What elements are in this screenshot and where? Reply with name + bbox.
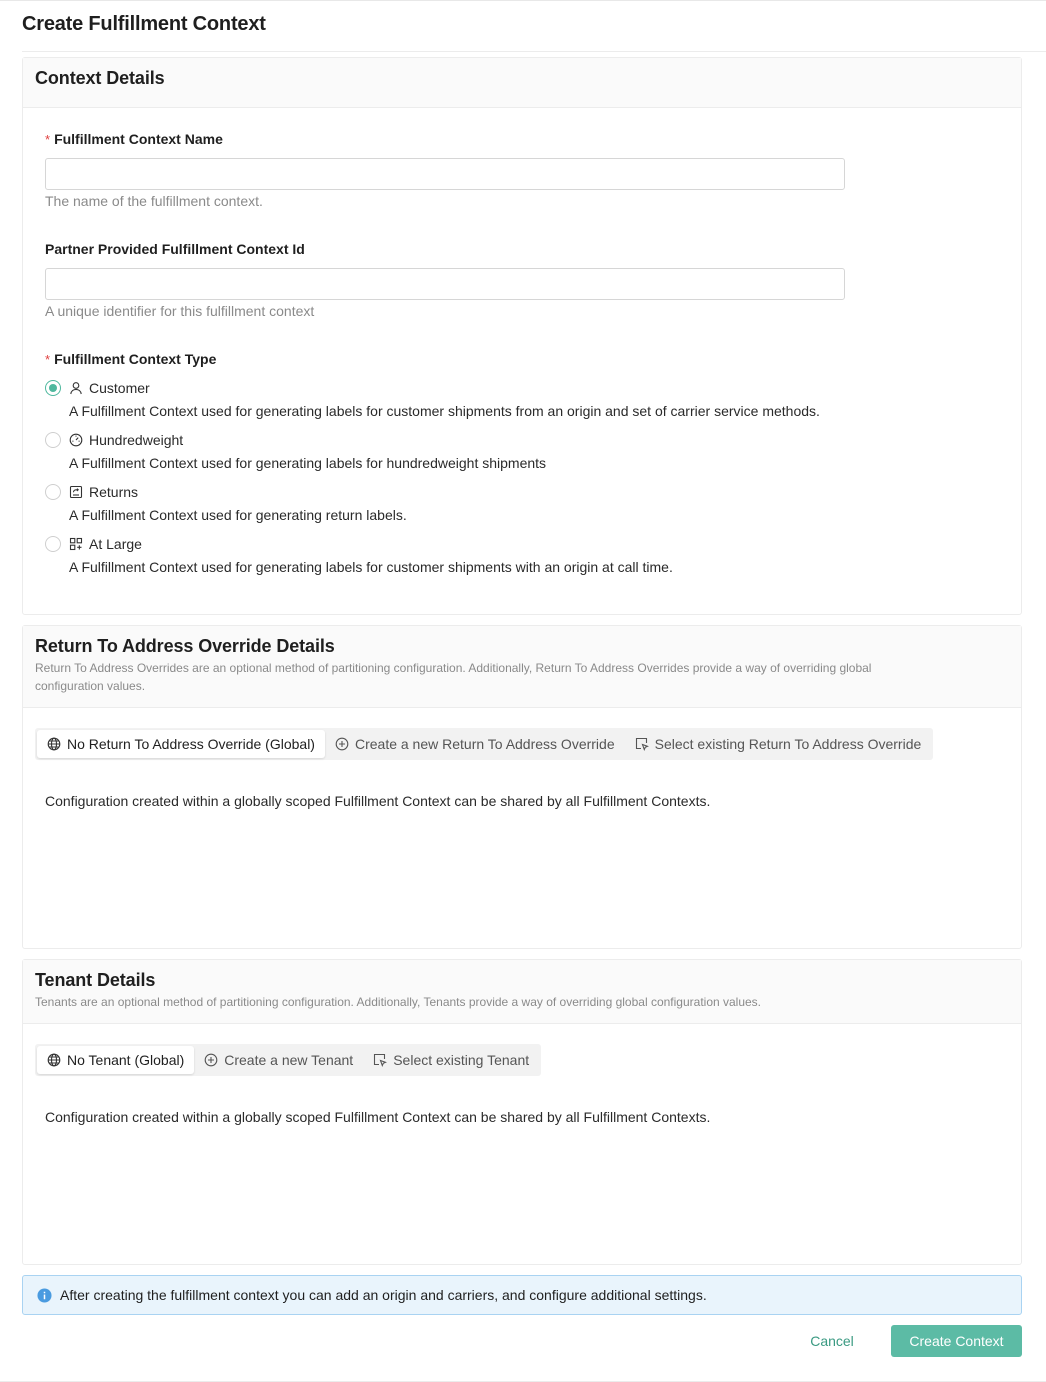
top-divider [0, 0, 1046, 1]
tab-select-return-override[interactable]: Select existing Return To Address Override [625, 730, 932, 758]
plus-circle-icon [204, 1053, 218, 1067]
fulfillment-context-name-label: * Fulfillment Context Name [45, 131, 223, 147]
return-override-subtitle: Return To Address Overrides are an optional method of partitioning configuration. Additionally, Return To Address Overrides provide a way of overriding global configuration values. [35, 661, 872, 693]
type-option-description: A Fulfillment Context used for generating labels for customer shipments with an origin at call time. [69, 559, 673, 575]
partner-context-id-input[interactable] [45, 268, 845, 300]
plus-circle-icon [335, 737, 349, 751]
return-box-icon [69, 485, 83, 499]
type-option-description: A Fulfillment Context used for generating labels for hundredweight shipments [69, 455, 547, 471]
radio-at-large[interactable] [45, 536, 61, 552]
grid-icon [69, 537, 83, 551]
required-marker: * [45, 132, 51, 147]
page-title: Create Fulfillment Context [22, 13, 266, 35]
partner-context-id-label: Partner Provided Fulfillment Context Id [45, 241, 305, 257]
info-alert [22, 1275, 1022, 1315]
tab-no-tenant[interactable]: No Tenant (Global) [37, 1046, 194, 1074]
user-icon [69, 381, 83, 395]
tenant-segmented-control [35, 1044, 541, 1076]
tab-no-return-override[interactable]: No Return To Address Override (Global) [37, 730, 325, 758]
type-option-hundredweight[interactable] [45, 430, 183, 450]
info-icon [37, 1288, 52, 1303]
fulfillment-context-name-input[interactable] [45, 158, 845, 190]
select-cursor-icon [635, 737, 649, 751]
required-marker: * [45, 352, 51, 367]
tab-create-tenant[interactable]: Create a new Tenant [194, 1046, 363, 1074]
context-details-title: Context Details [35, 68, 165, 88]
tenant-header [23, 960, 1021, 1024]
type-option-label: Customer [89, 380, 150, 396]
gauge-icon [69, 433, 83, 447]
return-override-note: Configuration created within a globally scoped Fulfillment Context can be shared by all Fulfillment Contexts. [45, 793, 711, 809]
tab-create-return-override[interactable]: Create a new Return To Address Override [325, 730, 625, 758]
type-option-label: At Large [89, 536, 142, 552]
type-option-label: Hundredweight [89, 432, 184, 448]
tab-select-tenant[interactable]: Select existing Tenant [363, 1046, 539, 1074]
tenant-subtitle: Tenants are an optional method of partitioning configuration. Additionally, Tenants provide a way of overriding global configuration values. [35, 995, 762, 1009]
partner-context-id-help: A unique identifier for this fulfillment context [45, 303, 315, 319]
context-details-card [22, 57, 1022, 615]
select-cursor-icon [373, 1053, 387, 1067]
return-override-segmented-control [35, 728, 933, 760]
type-option-customer[interactable] [45, 378, 150, 398]
cancel-button[interactable]: Cancel [796, 1325, 868, 1357]
fulfillment-context-type-label: * Fulfillment Context Type [45, 351, 217, 367]
tenant-card [22, 959, 1022, 1265]
return-override-card [22, 625, 1022, 949]
info-text: After creating the fulfillment context you can add an origin and carriers, and configure additional settings. [60, 1287, 707, 1303]
create-context-button[interactable]: Create Context [891, 1325, 1022, 1357]
type-option-description: A Fulfillment Context used for generating labels for customer shipments from an origin and set of carrier service methods. [69, 403, 820, 419]
radio-returns[interactable] [45, 484, 61, 500]
radio-customer[interactable] [45, 380, 61, 396]
fulfillment-context-name-help: The name of the fulfillment context. [45, 193, 263, 209]
type-option-description: A Fulfillment Context used for generating return labels. [69, 507, 407, 523]
return-override-title: Return To Address Override Details [35, 636, 335, 656]
globe-icon [47, 737, 61, 751]
type-option-returns[interactable] [45, 482, 138, 502]
tenant-title: Tenant Details [35, 970, 156, 990]
radio-hundredweight[interactable] [45, 432, 61, 448]
type-option-label: Returns [89, 484, 139, 500]
title-divider [22, 51, 1046, 52]
type-option-at-large[interactable] [45, 534, 142, 554]
globe-icon [47, 1053, 61, 1067]
context-details-header [23, 58, 1021, 108]
return-override-header [23, 626, 1021, 708]
tenant-note: Configuration created within a globally scoped Fulfillment Context can be shared by all Fulfillment Contexts. [45, 1109, 711, 1125]
